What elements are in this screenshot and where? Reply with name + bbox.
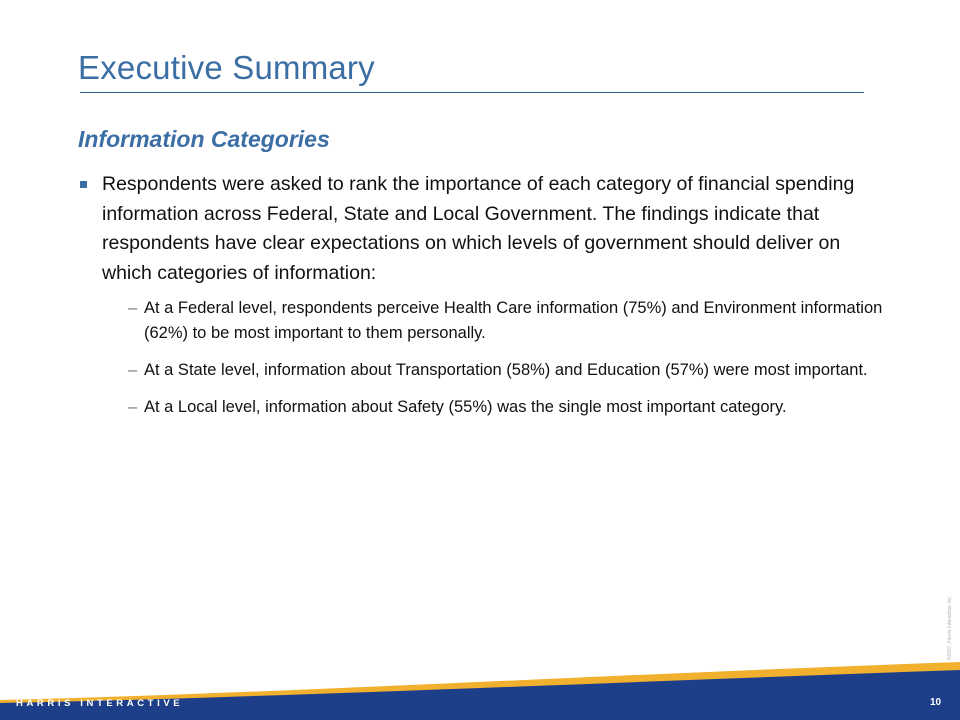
dash-bullet-icon: – xyxy=(128,299,138,317)
main-bullet-text: Respondents were asked to rank the importance of each category of financial spending information across Federal, State and Local Government. The findings indicate that respondents have clear expectations on which levels of government should deliver on which categories of information: xyxy=(102,173,855,284)
copyright-notice xyxy=(940,590,953,670)
copyright-text: ©2007, Harris Interactive Inc. xyxy=(947,595,953,661)
footer-brand-logo: HARRIS INTERACTIVE xyxy=(16,698,184,709)
sub-bullet-state xyxy=(128,358,888,383)
footer-swoosh xyxy=(0,660,960,720)
slide-title: Executive Summary xyxy=(78,49,375,86)
sub-bullet-list xyxy=(128,296,888,432)
section-subtitle: Information Categories xyxy=(78,126,330,152)
square-bullet-icon xyxy=(80,181,87,188)
dash-bullet-icon: – xyxy=(128,361,138,379)
page-number: 10 xyxy=(930,697,942,708)
footer-navy-band xyxy=(0,670,960,720)
dash-bullet-icon: – xyxy=(128,398,138,416)
main-bullet xyxy=(80,170,880,288)
sub-bullet-local xyxy=(128,395,888,420)
sub-bullet-text: At a Local level, information about Safety (55%) was the single most important category. xyxy=(144,398,787,416)
sub-bullet-federal xyxy=(128,296,888,346)
sub-bullet-text: At a State level, information about Transportation (58%) and Education (57%) were most important. xyxy=(144,361,868,379)
sub-bullet-text: At a Federal level, respondents perceive Health Care information (75%) and Environment information (62%) to be most important to them personally. xyxy=(144,299,883,342)
title-underline xyxy=(80,92,864,93)
